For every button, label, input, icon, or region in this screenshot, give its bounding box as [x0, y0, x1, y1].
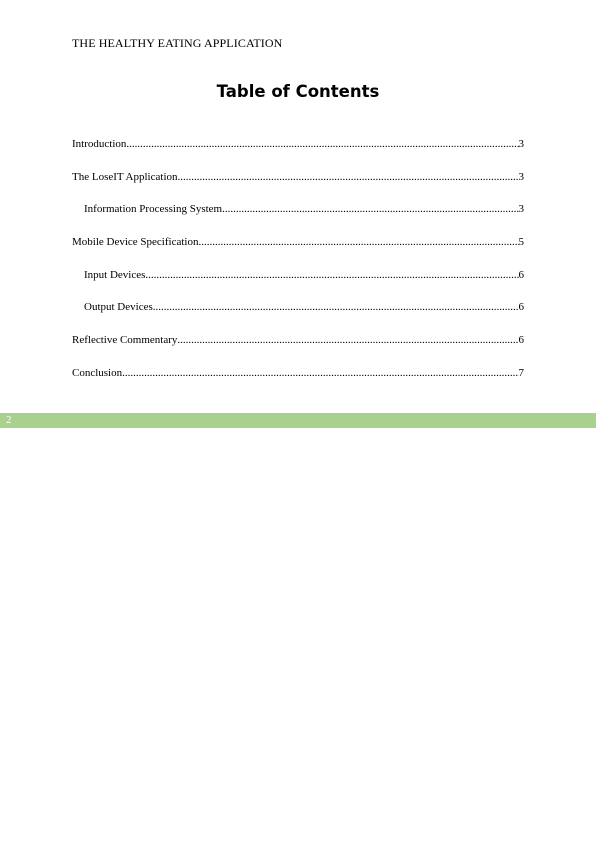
toc-entry-conclusion[interactable]: [72, 367, 524, 400]
toc-entry-reflective-commentary[interactable]: [72, 334, 524, 367]
toc-entry-page: 3: [518, 170, 524, 183]
toc-entry-label: Output Devices: [84, 301, 153, 314]
toc-leader-dots: [178, 171, 519, 183]
toc-entry-page: 3: [518, 203, 524, 216]
toc-title: Table of Contents: [216, 82, 380, 101]
toc-entry-label: The LoseIT Application: [72, 170, 178, 183]
toc-entry-page: 6: [518, 268, 524, 281]
toc-entry-label: Information Processing System: [84, 203, 223, 216]
toc-entry-label: Reflective Commentary: [72, 334, 178, 347]
toc-leader-dots: [153, 301, 519, 313]
toc-entry-page: 3: [518, 138, 524, 150]
toc-entry-information-processing-system[interactable]: [72, 203, 524, 236]
toc-entry-label: Input Devices: [84, 268, 146, 281]
footer-bar: [0, 413, 596, 428]
toc-entry-loseit-application[interactable]: [72, 171, 524, 204]
toc-leader-dots: [122, 367, 518, 379]
toc-entry-page: 6: [518, 334, 524, 347]
running-header: THE HEALTHY EATING APPLICATION: [72, 36, 283, 50]
table-of-contents: [72, 138, 524, 400]
toc-leader-dots: [198, 236, 518, 248]
toc-entry-mobile-device-specification[interactable]: [72, 236, 524, 269]
toc-entry-output-devices[interactable]: [72, 301, 524, 334]
toc-entry-label: Introduction: [72, 138, 127, 150]
toc-entry-page: 5: [518, 236, 524, 249]
toc-entry-introduction[interactable]: [72, 138, 524, 171]
toc-leader-dots: [126, 138, 518, 150]
toc-leader-dots: [145, 269, 518, 281]
toc-entry-page: 7: [518, 366, 524, 379]
toc-entry-label: Conclusion: [72, 366, 123, 379]
toc-entry-label: Mobile Device Specification: [72, 236, 199, 249]
toc-leader-dots: [177, 334, 518, 346]
toc-entry-page: 6: [518, 301, 524, 314]
page-number: 2: [6, 414, 12, 426]
toc-leader-dots: [222, 203, 518, 215]
toc-entry-input-devices[interactable]: [72, 269, 524, 302]
